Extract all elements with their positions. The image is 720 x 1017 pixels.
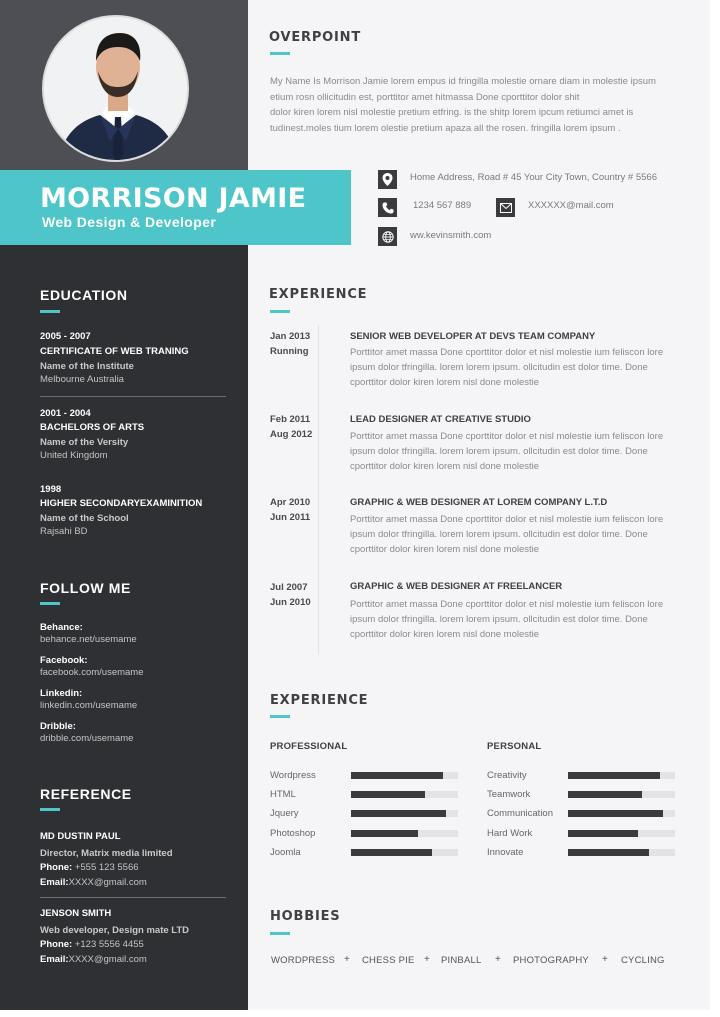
job-start-date: Jan 2013 bbox=[270, 331, 311, 342]
phone-icon bbox=[378, 198, 397, 217]
globe-icon bbox=[378, 227, 397, 246]
skill-bar-track bbox=[351, 810, 458, 817]
skill-label: HTML bbox=[270, 789, 296, 801]
job-title: GRAPHIC & WEB DESIGNER AT FREELANCER bbox=[350, 581, 563, 592]
contact-email[interactable]: XXXXXX@mail.com bbox=[528, 200, 614, 211]
follow-accent bbox=[40, 602, 60, 605]
job-dates bbox=[270, 581, 311, 610]
experience-timeline-line bbox=[318, 325, 319, 655]
job-end-date: Aug 2012 bbox=[270, 428, 313, 440]
job-description-line: ipsum dolor tfringilla. lorem lorem ipsum. ollcitudin est dolor time. Done bbox=[350, 528, 648, 540]
education-institute: Name of the School bbox=[40, 513, 129, 524]
education-degree: CERTIFICATE OF WEB TRANING bbox=[40, 346, 189, 357]
profile-photo-illustration bbox=[44, 17, 189, 162]
job-description-line: Porttitor amet massa Done cporttitor dolor et nisl molestie ium feliscon lore bbox=[350, 431, 664, 442]
education-years: 2005 - 2007 bbox=[40, 331, 91, 342]
job-description bbox=[350, 598, 663, 642]
reference-position: Director, Matrix media limited bbox=[40, 848, 173, 859]
education-degree: HIGHER SECONDARYEXAMINITION bbox=[40, 498, 203, 509]
reference-email-label: Email: bbox=[40, 877, 69, 888]
job-title: SENIOR WEB DEVELOPER AT DEVS TEAM COMPANY bbox=[350, 331, 596, 342]
skill-bar-track bbox=[568, 810, 675, 817]
skill-label: Photoshop bbox=[270, 827, 316, 839]
mail-icon bbox=[496, 198, 515, 217]
follow-heading: FOLLOW ME bbox=[40, 580, 131, 596]
job-description-line: ipsum dolor tfringilla. lorem lorem ipsum. ollcitudin est dolor time. Done bbox=[350, 361, 648, 373]
reference-email-label: Email: bbox=[40, 954, 69, 965]
overpoint-paragraph bbox=[270, 74, 700, 136]
hobby-item: CYCLING bbox=[621, 955, 665, 966]
job-description bbox=[350, 346, 663, 390]
job-description-line: ipsum dolor tfringilla. lorem lorem ipsum. ollcitudin est dolor time. Done bbox=[350, 613, 648, 625]
hobbies-accent bbox=[270, 932, 290, 935]
job-description-line: ipsum dolor tfringilla. lorem lorem ipsum. ollcitudin est dolor time. Done bbox=[350, 445, 648, 457]
social-link-linkedin[interactable]: linkedin.com/usemame bbox=[40, 700, 138, 711]
professional-skills-heading: PROFESSIONAL bbox=[270, 741, 348, 752]
education-years: 2001 - 2004 bbox=[40, 408, 91, 419]
reference-email bbox=[40, 955, 147, 965]
skill-bar-track bbox=[568, 849, 675, 856]
hobby-item: WORDPRESS bbox=[271, 955, 336, 966]
reference-email-value[interactable]: XXXX@gmail.com bbox=[68, 877, 147, 888]
skill-label: Hard Work bbox=[487, 827, 533, 839]
skills-accent bbox=[270, 715, 290, 718]
education-years: 1998 bbox=[40, 484, 62, 495]
candidate-role: Web Design & Developer bbox=[42, 214, 217, 230]
skill-bar-fill bbox=[351, 830, 418, 837]
page-bottom-margin bbox=[0, 1010, 720, 1017]
job-description-line: Porttitor amet massa Done cporttitor dolor et nisl molestie ium feliscon lore bbox=[350, 599, 664, 610]
job-description bbox=[350, 513, 663, 557]
job-end-date: Jun 2010 bbox=[270, 596, 311, 608]
education-institute: Name of the Versity bbox=[40, 437, 129, 448]
skill-label: Wordpress bbox=[270, 770, 316, 781]
page-right-margin bbox=[710, 0, 720, 1017]
education-institute: Name of the Institute bbox=[40, 361, 134, 372]
reference-accent bbox=[40, 808, 60, 811]
skill-bar-track bbox=[568, 830, 675, 837]
skill-label: Innovate bbox=[487, 846, 524, 858]
hobby-separator: + bbox=[495, 954, 501, 965]
overpoint-heading: OVERPOINT bbox=[269, 30, 362, 45]
skill-label: Joomla bbox=[270, 846, 301, 858]
job-dates bbox=[270, 496, 310, 525]
job-title: GRAPHIC & WEB DESIGNER AT LOREM COMPANY L.T.D bbox=[350, 497, 608, 508]
education-location: Melbourne Australia bbox=[40, 374, 124, 385]
skill-label: Creativity bbox=[487, 770, 527, 781]
skill-bar-fill bbox=[351, 849, 432, 856]
overpoint-line: My Name Is Morrison Jamie lorem empus id fringilla molestie ornare diam in molestie ipsum bbox=[270, 76, 656, 87]
skill-bar-fill bbox=[351, 810, 446, 817]
job-title: LEAD DESIGNER AT CREATIVE STUDIO bbox=[350, 414, 531, 425]
job-dates bbox=[270, 413, 312, 442]
job-description-line: cporttitor dolor kiren lorem nisl done molestie bbox=[350, 460, 540, 472]
hobbies-heading: HOBBIES bbox=[270, 909, 341, 924]
social-label-facebook: Facebook: bbox=[40, 655, 88, 666]
reference-phone-label: Phone: bbox=[40, 862, 73, 873]
reference-name: MD DUSTIN PAUL bbox=[40, 831, 121, 842]
job-description-line: cporttitor dolor kiren lorem nisl done molestie bbox=[350, 543, 540, 555]
contact-website[interactable]: ww.kevinsmith.com bbox=[410, 230, 492, 241]
social-link-facebook[interactable]: facebook.com/usemame bbox=[40, 667, 144, 678]
skill-bar-fill bbox=[351, 791, 425, 798]
location-pin-icon bbox=[378, 170, 397, 189]
job-start-date: Apr 2010 bbox=[270, 497, 311, 508]
hobby-separator: + bbox=[602, 954, 608, 965]
hobby-separator: + bbox=[344, 954, 350, 965]
skill-label: Jquery bbox=[270, 808, 299, 820]
skill-bar-fill bbox=[568, 830, 638, 837]
education-location: United Kingdom bbox=[40, 450, 108, 461]
job-description-line: Porttitor amet massa Done cporttitor dolor et nisl molestie ium feliscon lore bbox=[350, 347, 664, 358]
overpoint-line: tudinest.moles tium lorem olestie pretium apaza all the rosen. fringilla lorem ipsum . bbox=[270, 122, 621, 134]
hobby-item: PINBALL bbox=[441, 955, 482, 966]
overpoint-line: etium rosn ollicitudin est, porttitor amet hitmassa Done cporttitor dolor shit bbox=[270, 91, 580, 103]
education-location: Rajsahi BD bbox=[40, 526, 88, 537]
skill-bar-track bbox=[351, 849, 458, 856]
skill-bar-fill bbox=[568, 772, 660, 779]
job-dates bbox=[270, 330, 310, 359]
education-degree: BACHELORS OF ARTS bbox=[40, 422, 145, 433]
skill-bar-fill bbox=[351, 772, 443, 779]
reference-phone-label: Phone: bbox=[40, 939, 73, 950]
reference-phone-value: +123 5556 4455 bbox=[74, 939, 144, 950]
reference-phone bbox=[40, 940, 144, 950]
skill-bar-track bbox=[568, 772, 675, 779]
contact-phone: 1234 567 889 bbox=[413, 200, 472, 211]
job-end-date: Jun 2011 bbox=[270, 511, 311, 523]
skill-label: Communication bbox=[487, 808, 553, 820]
overpoint-accent bbox=[270, 52, 290, 55]
social-link-dribble[interactable]: dribble.com/usemame bbox=[40, 733, 134, 744]
skills-heading: EXPERIENCE bbox=[270, 693, 369, 708]
reference-name: JENSON SMITH bbox=[40, 908, 112, 919]
skill-bar-fill bbox=[568, 810, 663, 817]
job-start-date: Jul 2007 bbox=[270, 582, 308, 593]
reference-heading: REFERENCE bbox=[40, 786, 132, 802]
experience-heading: EXPERIENCE bbox=[269, 287, 368, 302]
experience-accent bbox=[270, 310, 290, 313]
social-label-linkedin: Linkedin: bbox=[40, 688, 83, 699]
skill-bar-track bbox=[351, 791, 458, 798]
contact-address: Home Address, Road # 45 Your City Town, Country # 5566 bbox=[410, 172, 657, 183]
profile-photo bbox=[42, 15, 189, 162]
hobby-separator: + bbox=[424, 954, 430, 965]
candidate-name: MORRISON JAMIE bbox=[40, 183, 307, 214]
skill-bar-track bbox=[351, 830, 458, 837]
job-description-line: Porttitor amet massa Done cporttitor dolor et nisl molestie ium feliscon lore bbox=[350, 514, 664, 525]
job-description-line: cporttitor dolor kiren lorem nisl done molestie bbox=[350, 628, 540, 640]
skill-bar-track bbox=[351, 772, 458, 779]
education-heading: EDUCATION bbox=[40, 287, 128, 303]
job-description bbox=[350, 430, 663, 474]
reference-email bbox=[40, 878, 147, 888]
social-label-behance: Behance: bbox=[40, 622, 83, 633]
social-link-behance[interactable]: behance.net/usemame bbox=[40, 634, 137, 645]
personal-skills-heading: PERSONAL bbox=[487, 741, 542, 752]
skill-bar-track bbox=[568, 791, 675, 798]
reference-phone-value: +555 123 5566 bbox=[74, 862, 139, 873]
hobby-item: CHESS PIE bbox=[362, 955, 415, 966]
hobby-item: PHOTOGRAPHY bbox=[513, 955, 589, 966]
reference-divider bbox=[40, 897, 226, 898]
job-description-line: cporttitor dolor kiren lorem nisl done molestie bbox=[350, 376, 540, 388]
education-accent bbox=[40, 310, 60, 313]
skill-bar-fill bbox=[568, 791, 642, 798]
job-start-date: Feb 2011 bbox=[270, 414, 311, 425]
reference-position: Web developer, Design mate LTD bbox=[40, 925, 190, 936]
overpoint-line: dolor kiren lorem nisl molestie pretium etfring. is the shitp lorem ipcum retiumci amet is bbox=[270, 107, 634, 118]
education-divider bbox=[40, 396, 226, 397]
reference-phone bbox=[40, 863, 139, 873]
social-label-dribble: Dribble: bbox=[40, 721, 76, 732]
job-end-date: Running bbox=[270, 345, 309, 357]
skill-bar-fill bbox=[568, 849, 649, 856]
reference-email-value[interactable]: XXXX@gmail.com bbox=[68, 954, 147, 965]
skill-label: Teamwork bbox=[487, 789, 531, 801]
